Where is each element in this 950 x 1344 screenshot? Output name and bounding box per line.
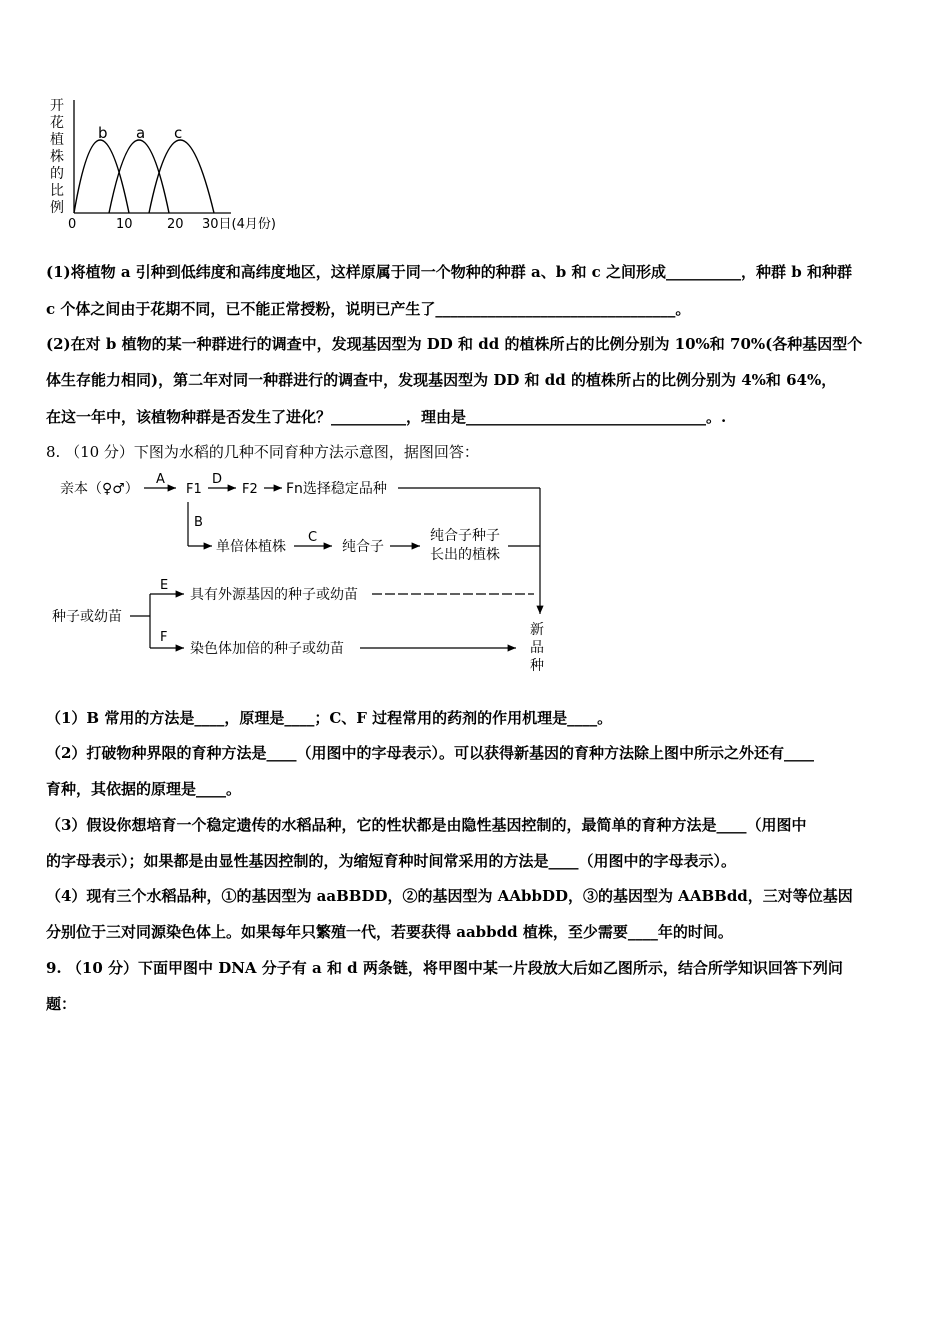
label-Fn-select: Fn选择稳定品种 <box>286 481 387 497</box>
q9-line2: 题： <box>46 995 77 1013</box>
label-new-1: 新 <box>530 622 544 638</box>
label-step-C: C <box>308 530 318 545</box>
breeding-diagram <box>46 468 566 683</box>
label-homo-seed-line1: 纯合子种子 <box>430 528 500 544</box>
label-step-A: A <box>156 472 165 487</box>
y-label-char: 株 <box>50 149 64 165</box>
x-tick-10: 10 <box>116 217 133 232</box>
q8-sub2-line1: （2）打破物种界限的育种方法是____（用图中的字母表示）。可以获得新基因的育种方法除上图中所示之外还有____ <box>46 744 814 762</box>
label-F2: F2 <box>242 482 258 497</box>
y-label-char: 花 <box>50 115 64 131</box>
label-new-3: 种 <box>530 658 544 674</box>
label-step-E: E <box>160 578 169 593</box>
curve-label-a: a <box>136 124 146 142</box>
flowering-curve-a <box>109 140 169 213</box>
flowering-chart <box>46 96 286 238</box>
y-label-char: 例 <box>50 200 64 216</box>
q7-part2-line3: 在这一年中，该植物种群是否发生了进化？__________，理由是________________________________。. <box>46 408 727 426</box>
y-label-char: 开 <box>50 98 64 114</box>
label-F1: F1 <box>186 482 202 497</box>
label-doubled: 染色体加倍的种子或幼苗 <box>190 641 344 657</box>
curve-label-c: c <box>174 124 183 142</box>
y-label-char: 植 <box>50 132 64 148</box>
label-foreign-gene: 具有外源基因的种子或幼苗 <box>190 587 358 603</box>
q7-part2-line2: 体生存能力相同)，第二年对同一种群进行的调查中，发现基因型为 DD 和 dd 的植株所占的比例分别为 4%和 64%， <box>46 371 837 389</box>
flowering-curve-c <box>149 140 214 213</box>
label-step-B: B <box>194 515 203 530</box>
q8-heading: 8. （10 分）下图为水稻的几种不同育种方法示意图，据图回答： <box>46 443 479 461</box>
q8-sub3-line1: （3）假设你想培育一个稳定遗传的水稻品种，它的性状都是由隐性基因控制的，最简单的育种方法是____（用图中 <box>46 816 807 834</box>
q7-part1-line2: c 个体之间由于花期不同，已不能正常授粉，说明已产生了________________________________。 <box>46 300 691 318</box>
curve-label-b: b <box>98 124 108 142</box>
y-label-char: 比 <box>50 183 64 199</box>
q8-sub2-line2: 育种，其依据的原理是____。 <box>46 780 242 798</box>
x-tick-0: 0 <box>68 217 77 232</box>
label-new-2: 品 <box>530 640 544 656</box>
label-haploid: 单倍体植株 <box>216 539 286 555</box>
q8-sub4-line2: 分别位于三对同源染色体上。如果每年只繁殖一代，若要获得 aabbdd 植株，至少需要____年的时间。 <box>46 923 733 941</box>
y-axis-label <box>48 98 66 217</box>
q8-sub1: （1）B 常用的方法是____，原理是____；C、F 过程常用的药剂的作用机理是____。 <box>46 709 613 727</box>
label-seed-or-seedling: 种子或幼苗 <box>52 609 122 625</box>
q9-line1: 9. （10 分）下面甲图中 DNA 分子有 a 和 d 两条链，将甲图中某一片段放大后如乙图所示，结合所学知识回答下列问 <box>46 959 843 977</box>
q8-sub4-line1: （4）现有三个水稻品种，①的基因型为 aaBBDD，②的基因型为 AAbbDD，③的基因型为 AABBdd，三对等位基因 <box>46 887 853 905</box>
q7-part2-line1: (2)在对 b 植物的某一种群进行的调查中，发现基因型为 DD 和 dd 的植株所占的比例分别为 10%和 70%(各种基因型个 <box>46 335 863 353</box>
y-label-char: 的 <box>50 166 64 182</box>
label-homozygote: 纯合子 <box>342 539 384 555</box>
label-step-D: D <box>212 472 223 487</box>
x-tick-20: 20 <box>167 217 184 232</box>
q7-part1-line1: (1)将植物 a 引种到低纬度和高纬度地区，这样原属于同一个物种的种群 a、b 和 c 之间形成__________，种群 b 和种群 <box>46 263 852 281</box>
label-homo-seed-line2: 长出的植株 <box>430 547 500 563</box>
flowering-curve-b <box>74 140 129 213</box>
breeding-diagram-svg <box>46 468 566 683</box>
flowering-chart-svg <box>46 96 286 238</box>
q8-sub3-line2: 的字母表示）；如果都是由显性基因控制的，为缩短育种时间常采用的方法是____（用图中的字母表示）。 <box>46 852 737 870</box>
label-step-F: F <box>160 630 168 645</box>
x-tick-30: 30日(4月份) <box>202 217 276 232</box>
label-parent: 亲本（♀♂） <box>60 481 139 497</box>
